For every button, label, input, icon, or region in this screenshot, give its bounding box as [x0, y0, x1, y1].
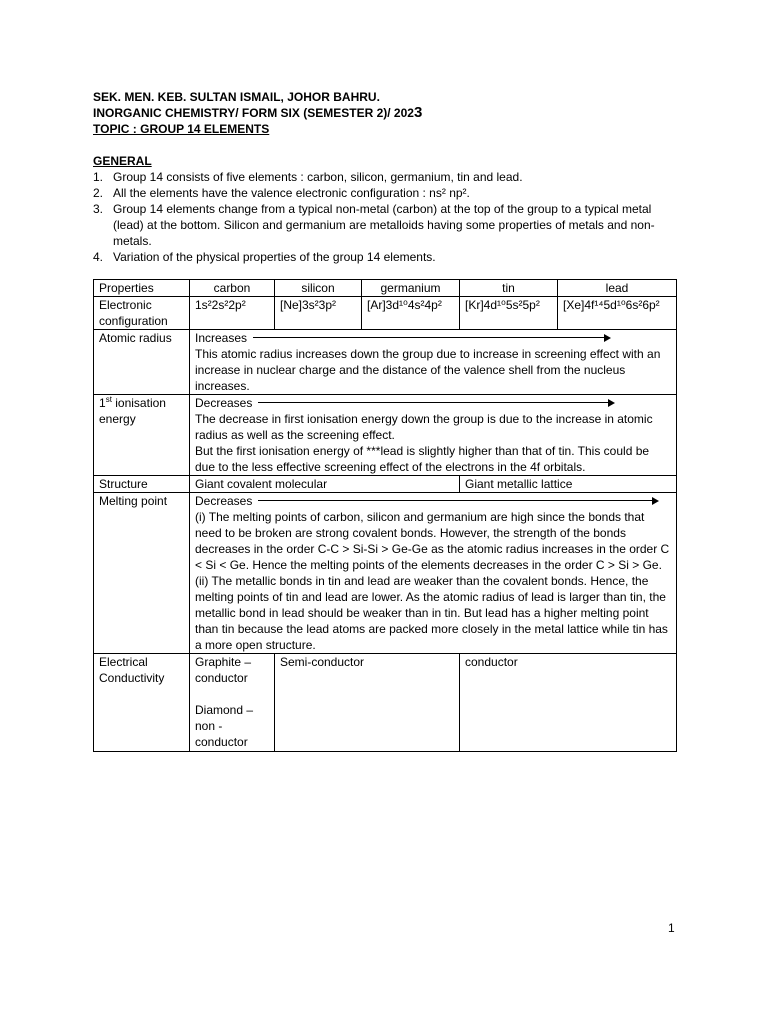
table-header: silicon [275, 280, 362, 297]
list-item-text: Group 14 elements change from a typical non-metal (carbon) at the top of the group to a typical metal (lead) at the bottom. Silicon and germanium are metalloids having some properties of metals and non-metals. [113, 202, 655, 248]
course-last-digit: 3 [413, 104, 423, 121]
properties-table [93, 279, 677, 752]
list-item-text: Variation of the physical properties of the group 14 elements. [113, 250, 436, 264]
cell-text: Diamond – non - conductor [195, 703, 254, 749]
list-item: 4. Variation of the physical properties of the group 14 elements. [93, 249, 678, 265]
list-item: 1. Group 14 consists of five elements : carbon, silicon, germanium, tin and lead. [93, 169, 678, 185]
table-cell [190, 395, 677, 476]
trend-label: Increases [195, 331, 248, 345]
table-cell: [Ar]3d¹⁰4s²4p² [362, 297, 460, 330]
table-cell: Giant covalent molecular [190, 476, 460, 493]
page-number: 1 [668, 921, 675, 935]
cell-text: Graphite – conductor [195, 655, 252, 685]
arrow-right-icon [258, 497, 659, 505]
trend-label: Decreases [195, 396, 253, 410]
row-label: Atomic radius [94, 330, 190, 395]
table-cell: conductor [460, 654, 677, 752]
topic-text: TOPIC : GROUP 14 ELEMENTS [93, 122, 270, 136]
course-text: INORGANIC CHEMISTRY/ FORM SIX (SEMESTER 2)/ 202 [93, 106, 414, 120]
table-header: Properties [94, 280, 190, 297]
table-cell: 1s²2s²2p² [190, 297, 275, 330]
table-cell: Semi-conductor [275, 654, 460, 752]
table-cell: [Xe]4f¹⁴5d¹⁰6s²6p² [558, 297, 677, 330]
row-label: 1st ionisation energy [94, 395, 190, 476]
table-row [94, 395, 677, 476]
table-cell: [Kr]4d¹⁰5s²5p² [460, 297, 558, 330]
table-cell [190, 493, 677, 654]
trend-label: Decreases [195, 494, 253, 508]
table-header: lead [558, 280, 677, 297]
table-header: carbon [190, 280, 275, 297]
general-heading: GENERAL [93, 154, 152, 168]
cell-text: But the first ionisation energy of ***lead is slightly higher than that of tin. This could be due to the less effective screening effect of the electrons in the 4f orbitals. [195, 444, 650, 474]
row-label: Electrical Conductivity [94, 654, 190, 752]
document-page [93, 89, 678, 752]
general-list [93, 169, 678, 265]
school-name: SEK. MEN. KEB. SULTAN ISMAIL, JOHOR BAHRU. [93, 90, 380, 104]
row-label: Structure [94, 476, 190, 493]
topic-title [93, 121, 678, 137]
table-row [94, 297, 677, 330]
row-label: Electronic configuration [94, 297, 190, 330]
list-item: 2. All the elements have the valence electronic configuration : ns² np². [93, 185, 678, 201]
table-row [94, 493, 677, 654]
table-cell [190, 330, 677, 395]
list-item-text: All the elements have the valence electronic configuration : ns² np². [113, 186, 470, 200]
table-row [94, 654, 677, 752]
course-title [93, 105, 678, 121]
trend-line [195, 395, 671, 411]
table-header: germanium [362, 280, 460, 297]
row-label: Melting point [94, 493, 190, 654]
trend-line [195, 330, 671, 346]
table-row [94, 476, 677, 493]
list-item: 3. Group 14 elements change from a typical non-metal (carbon) at the top of the group to a typical metal (lead) at the bottom. Silicon and germanium are metalloids having some properties of metals and non-metals. [93, 201, 678, 249]
table-cell: [Ne]3s²3p² [275, 297, 362, 330]
cell-text: (ii) The metallic bonds in tin and lead are weaker than the covalent bonds. Hence, the melting points of tin and lead are lower. As the atomic radius of lead is larger than tin, the metallic bond in lead should be weaker than in tin. But lead has a higher melting point than tin because the lead atoms are packed more closely in the metal lattice while tin has a more open structure. [195, 574, 668, 652]
cell-text: The decrease in first ionisation energy down the group is due to the increase in atomic radius as well as the screening effect. [195, 412, 653, 442]
cell-text: This atomic radius increases down the group due to increase in screening effect with an increase in nuclear charge and the distance of the valence shell from the nucleus increases. [195, 347, 661, 393]
table-row [94, 280, 677, 297]
list-item-text: Group 14 consists of five elements : carbon, silicon, germanium, tin and lead. [113, 170, 523, 184]
arrow-right-icon [258, 399, 615, 407]
table-cell: Giant metallic lattice [460, 476, 677, 493]
arrow-right-icon [253, 334, 611, 342]
table-row [94, 330, 677, 395]
trend-line [195, 493, 671, 509]
table-header: tin [460, 280, 558, 297]
cell-text: (i) The melting points of carbon, silicon and germanium are high since the bonds that need to be broken are strong covalent bonds. However, the strength of the bonds decreases in the order C-C > Si-Si > Ge-Ge as the atomic radius increases in the order C < Si < Ge. Hence the melting points of the elements decreases in the order C > Si > Ge. [195, 510, 670, 572]
table-cell [190, 654, 275, 752]
